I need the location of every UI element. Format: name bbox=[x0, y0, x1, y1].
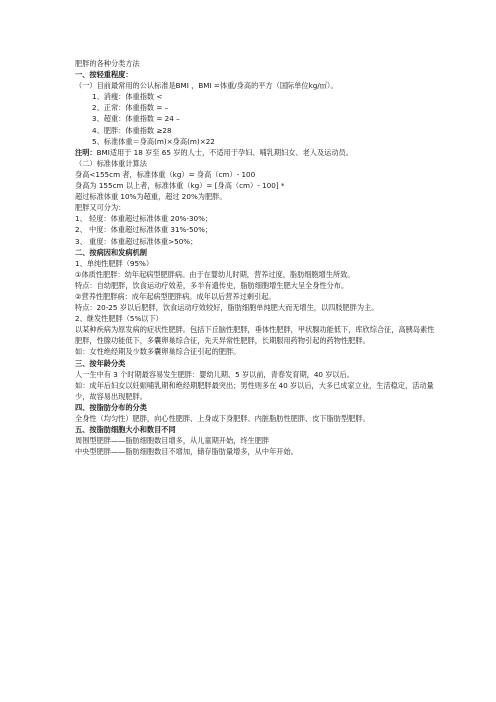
section-3-heading: 三、按年龄分类 bbox=[75, 358, 126, 368]
section-4-heading: 四、按脂肪分布的分类 bbox=[75, 402, 147, 412]
standard-weight-line: 身高<155cm 者，标准体重（kg）= 身高（cm）- 100 bbox=[75, 169, 256, 179]
section-5-heading: 五、按脂肪细胞大小和数目不同 bbox=[75, 425, 176, 435]
note-text: BMI适用于 18 岁至 65 岁的人士，不适用于孕妇、哺乳期妇女、老人及运动员。 bbox=[96, 147, 353, 157]
bmi-item: 3、超重：体重指数 = 24 – bbox=[92, 114, 180, 124]
paragraph: ①体质性肥胖：幼年起病型肥胖病。由于在婴幼儿时期，营养过度，脂肪细胞增生所致。 bbox=[75, 269, 355, 279]
section-1-subheading-bmi: （一）目前最常用的公认标准是BMI ，BMI =体重/身高的平方（国际单位kg/㎡）。 bbox=[75, 81, 338, 91]
standard-weight-line: 超过标准体重 10%为超重，超过 20%为肥胖。 bbox=[75, 192, 227, 202]
section-1-heading: 一、按轻重程度： bbox=[75, 70, 133, 80]
standard-weight-line: 身高为 155cm 以上者，标准体重（kg）= [身高（cm）- 100] * bbox=[75, 181, 285, 191]
section-2-subheading-simple: 1、单纯性肥胖（95%） bbox=[75, 258, 154, 268]
paragraph: 如：女性绝经期及少数多囊卵巢综合征引起的肥胖。 bbox=[75, 347, 241, 357]
paragraph: 如：成年后妇女以妊娠哺乳期和绝经期肥胖最突出；男性则多在 40 岁以后，大多已成家立业，生活稳定，活动量少，故容易出现肥胖。 bbox=[75, 380, 434, 401]
paragraph: 中央型肥胖——脂肪细胞数目不增加，储存脂肪量增多，从中年开始。 bbox=[75, 447, 298, 457]
paragraph: 周围型肥胖——脂肪细胞数目增多，从儿童期开始，终生肥胖 bbox=[75, 436, 270, 446]
paragraph: 人一生中有 3 个时期最容易发生肥胖：婴幼儿期、5 岁以前，青春发育期，40 岁以后。 bbox=[75, 369, 354, 379]
section-1-subheading-standard-weight: （二）标准体重计算法 bbox=[75, 158, 147, 168]
document-body bbox=[75, 58, 435, 457]
paragraph: ②营养性肥胖病：成年起病型肥胖病。成年以后营养过剩引起。 bbox=[75, 291, 276, 301]
paragraph: 以某种疾病为原发病的症状性肥胖。包括下丘脑性肥胖，垂体性肥胖，甲状腺功能低下，库欣综合征，高胰岛素性肥胖，性腺功能低下，多囊卵巢综合征，先天异常性肥胖，长期服用药物引起的药物性肥胖。 bbox=[75, 325, 435, 346]
bmi-item: 4、肥胖：体重指数 ≥28 bbox=[92, 125, 172, 135]
bmi-item: 1、消瘦：体重指数 < bbox=[92, 92, 163, 102]
note-label: 注明： bbox=[75, 147, 97, 157]
standard-weight-line: 1、 轻度：体重超过标准体重 20%-30%； bbox=[75, 214, 213, 224]
note-paragraph bbox=[75, 147, 435, 158]
standard-weight-line: 2、 中度：体重超过标准体重 31%-50%； bbox=[75, 225, 213, 235]
paragraph: 全身性（均匀性）肥胖，向心性肥胖、上身或下身肥胖、内脏脂肪性肥胖、皮下脂肪型肥胖。 bbox=[75, 414, 370, 423]
bmi-item: 5、标准体重＝身高(m)×身高(m)×22 bbox=[92, 136, 215, 146]
standard-weight-line: 3、 重度：体重超过标准体重>50%； bbox=[75, 236, 198, 246]
standard-weight-line: 肥胖又可分为： bbox=[75, 203, 126, 213]
paragraph: 特点：自幼肥胖，饮食运动疗效差，多半有遗传史，脂肪细胞增生肥大呈全身性分布。 bbox=[75, 280, 349, 290]
paragraph: 特点：20-25 岁以后肥胖，饮食运动疗效较好，脂肪细胞单纯肥大而无增生，以四肢肥胖为主。 bbox=[75, 303, 379, 313]
section-2-heading: 二、按病因和发病机制 bbox=[75, 247, 147, 257]
bmi-item: 2、正常：体重指数 = – bbox=[92, 103, 169, 113]
section-2-subheading-secondary: 2、继发性肥胖（5%以下） bbox=[75, 314, 163, 324]
document-title: 肥胖的各种分类方法 bbox=[75, 59, 140, 68]
